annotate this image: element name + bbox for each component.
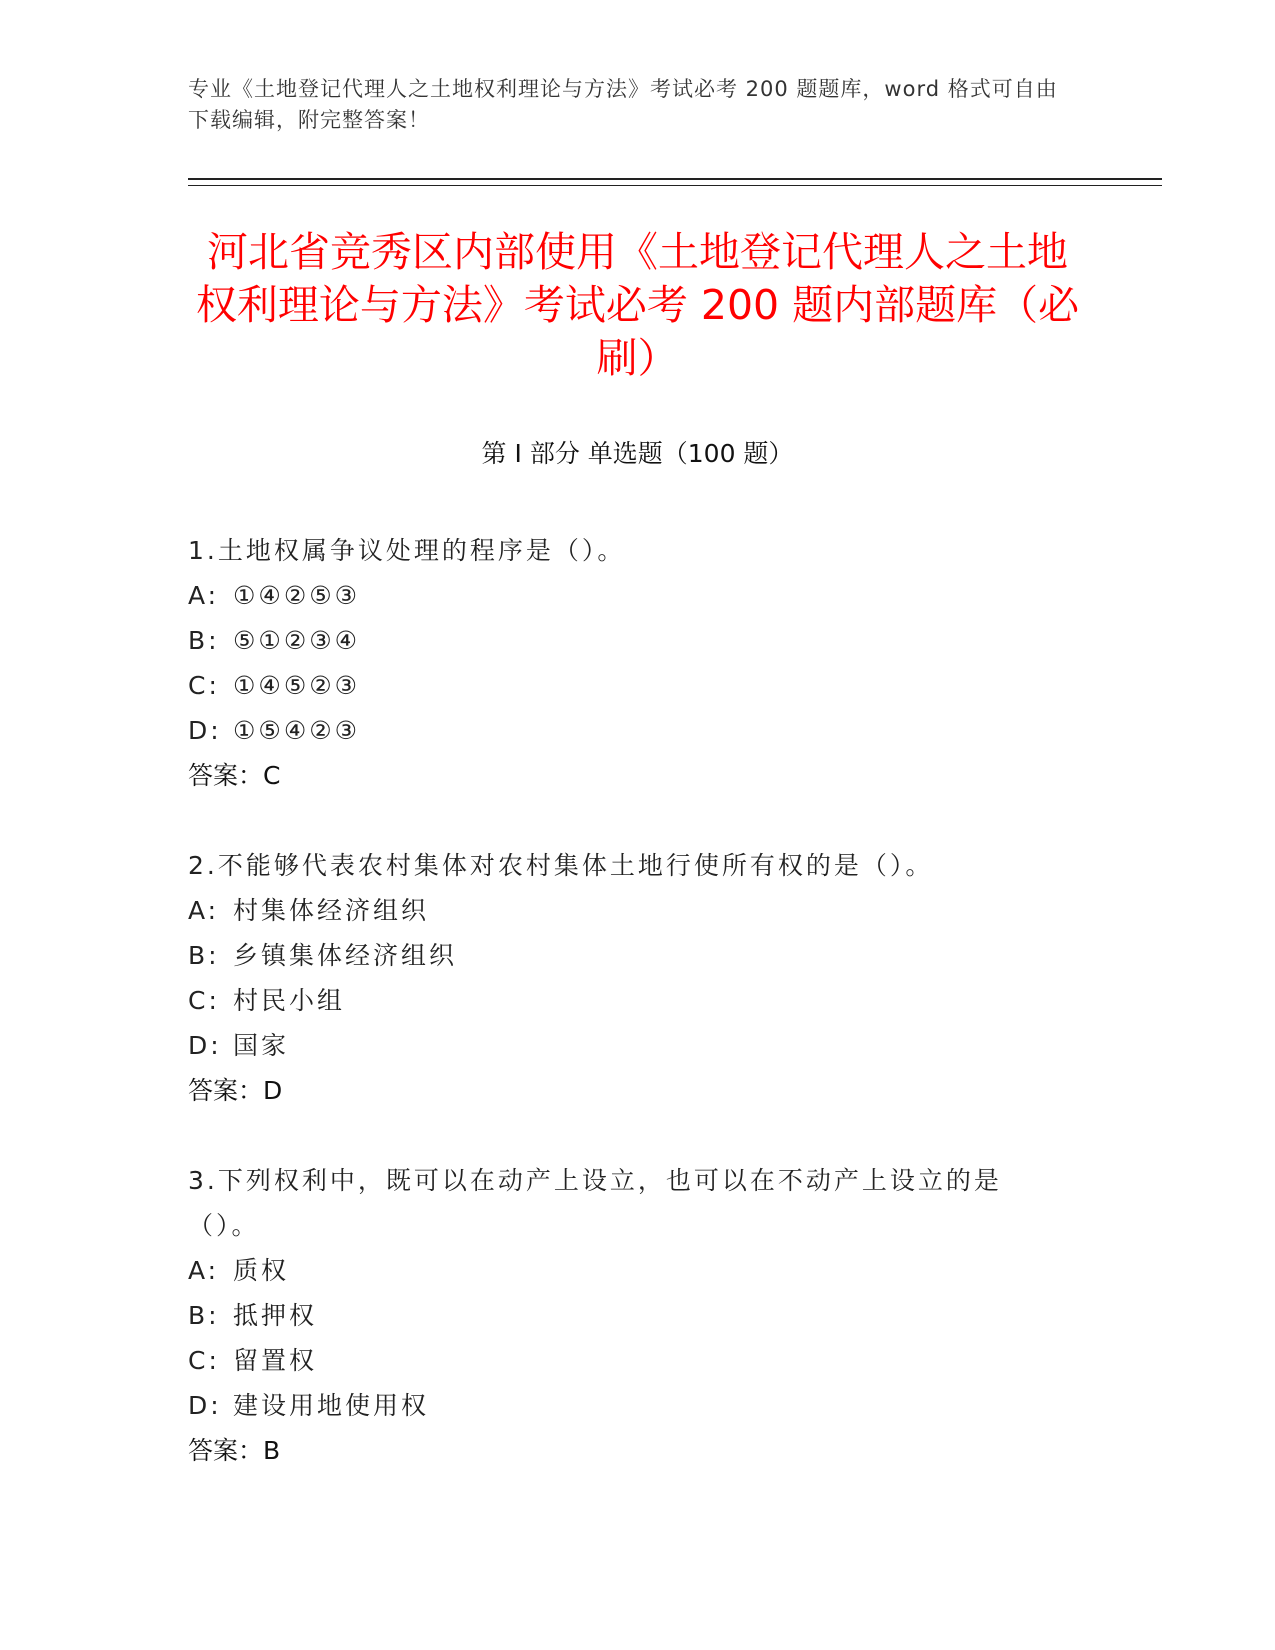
option-letter: A: — [188, 1256, 220, 1285]
option-a — [188, 888, 1068, 933]
header-note: 专业《土地登记代理人之土地权利理论与方法》考试必考 200 题题库，word 格式可自由下载编辑，附完整答案！ — [188, 77, 1058, 132]
option-text: 国家 — [233, 1031, 290, 1060]
option-letter: D: — [188, 1391, 222, 1420]
option-letter: B: — [188, 1301, 220, 1330]
option-c — [188, 663, 1068, 708]
question-2 — [188, 843, 1068, 1113]
answer-line: 答案：B — [188, 1436, 281, 1465]
option-letter: D: — [188, 1031, 222, 1060]
option-text: 村民小组 — [233, 986, 346, 1015]
section-heading: 第 I 部分 单选题（100 题） — [481, 439, 794, 468]
option-text: 留置权 — [233, 1346, 318, 1375]
option-letter: B: — [188, 941, 220, 970]
option-text: ①④②⑤③ — [233, 581, 361, 610]
question-3 — [188, 1158, 1068, 1473]
option-letter: A: — [188, 896, 220, 925]
option-b — [188, 618, 1068, 663]
option-text: 抵押权 — [233, 1301, 318, 1330]
option-letter: B: — [188, 626, 220, 655]
option-text: 建设用地使用权 — [233, 1391, 430, 1420]
option-text: 质权 — [233, 1256, 290, 1285]
question-list — [188, 528, 1068, 1518]
option-text: 乡镇集体经济组织 — [233, 941, 458, 970]
option-d — [188, 1383, 1068, 1428]
question-stem: 1.土地权属争议处理的程序是（）。 — [188, 536, 626, 565]
option-letter: D: — [188, 716, 222, 745]
question-stem: 2.不能够代表农村集体对农村集体土地行使所有权的是（）。 — [188, 851, 934, 880]
question-1 — [188, 528, 1068, 798]
option-c — [188, 978, 1068, 1023]
answer-line: 答案：C — [188, 761, 281, 790]
option-c — [188, 1338, 1068, 1383]
option-a — [188, 573, 1068, 618]
option-text: ⑤①②③④ — [233, 626, 361, 655]
option-b — [188, 1293, 1068, 1338]
option-letter: A: — [188, 581, 220, 610]
option-text: ①⑤④②③ — [233, 716, 361, 745]
answer-line: 答案：D — [188, 1076, 283, 1105]
document-title: 河北省竞秀区内部使用《土地登记代理人之土地权利理论与方法》考试必考 200 题内部题库（必刷） — [195, 228, 1080, 382]
option-d — [188, 1023, 1068, 1068]
option-b — [188, 933, 1068, 978]
question-stem: 3.下列权利中，既可以在动产上设立，也可以在不动产上设立的是（）。 — [188, 1166, 1002, 1240]
option-letter: C: — [188, 1346, 220, 1375]
option-letter: C: — [188, 671, 220, 700]
option-letter: C: — [188, 986, 220, 1015]
option-text: ①④⑤②③ — [233, 671, 361, 700]
option-a — [188, 1248, 1068, 1293]
option-d — [188, 708, 1068, 753]
header-divider-thin — [188, 185, 1162, 186]
option-text: 村集体经济组织 — [233, 896, 430, 925]
header-divider-thick — [188, 178, 1162, 180]
